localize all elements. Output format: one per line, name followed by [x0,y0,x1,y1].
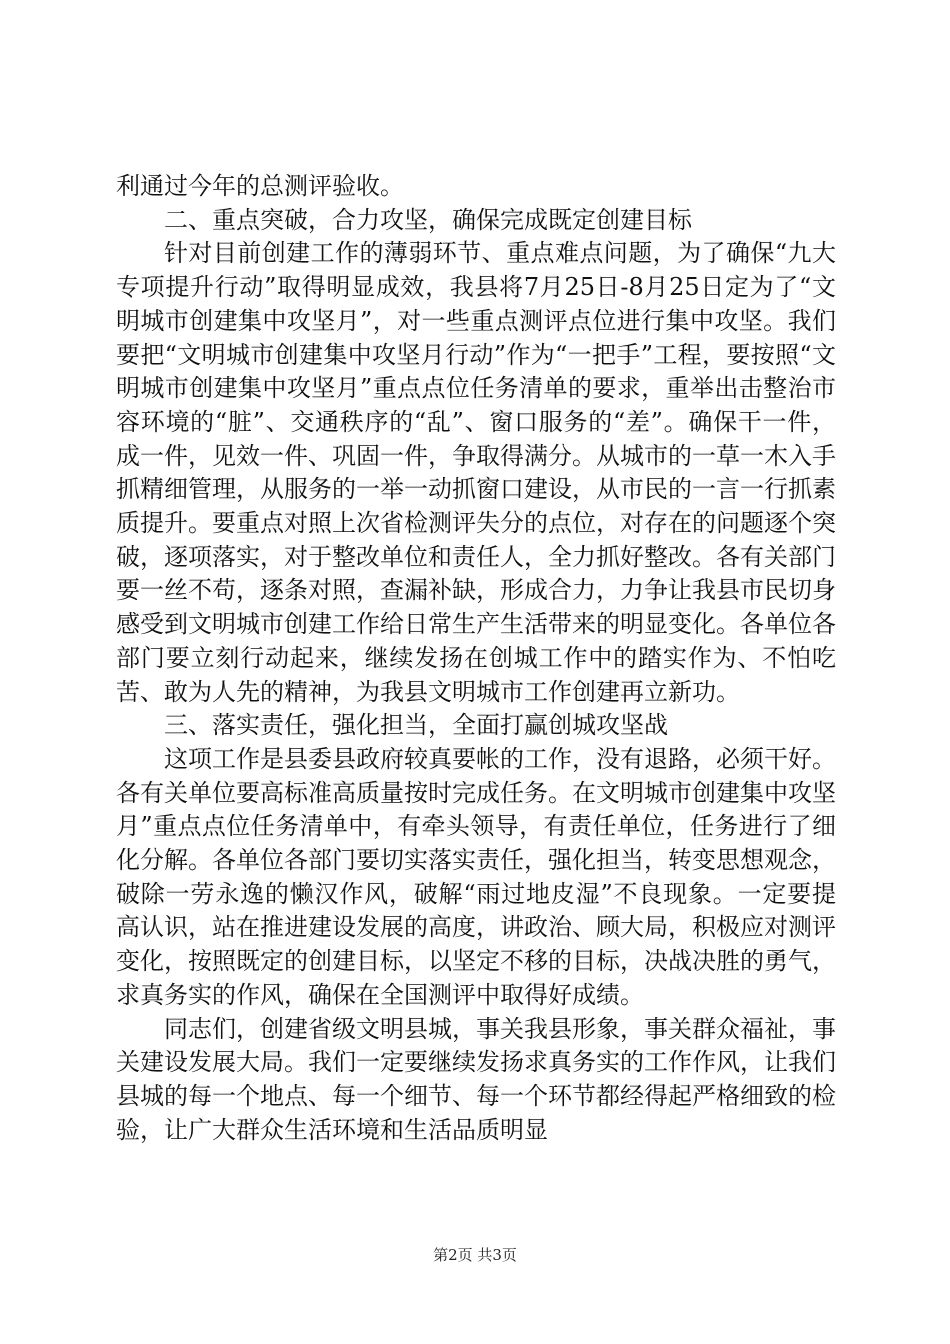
paragraph-continuation: 利通过今年的总测评验收。 [116,172,404,200]
page-number-label: 第2页 共3页 [433,1246,517,1264]
paragraph-body: 针对目前创建工作的薄弱环节、重点难点问题，为了确保“九大专项提升行动”取得明显成效，我县将7月25日-8月25日定为了“文明城市创建集中攻坚月”，对一些重点测评点位进行集中攻坚。我们要把“文明城市创建集中攻坚月行动”作为“一把手”工程，要按照“文明城市创建集中攻坚月”重点点位任务清单的要求，重举出击整治市容环境的“脏”、交通秩序的“乱”、窗口服务的“差”。确保干一件，成一件，见效一件、巩固一件，争取得满分。从城市的一草一木入手抓精细管理，从服务的一举一动抓窗口建设，从市民的一言一行抓素质提升。要重点对照上次省检测评失分的点位，对存在的问题逐个突破，逐项落实，对于整改单位和责任人，全力抓好整改。各有关部门要一丝不苟，逐条对照，查漏补缺，形成合力，力争让我县市民切身感受到文明城市创建工作给日常生产生活带来的明显变化。各单位各部门要立刻行动起来，继续发扬在创城工作中的踏实作为、不怕吃苦、敢为人先的精神，为我县文明城市工作创建再立新功。 [116,239,836,706]
section-heading-3: 三、落实责任，强化担当，全面打赢创城攻坚战 [164,711,668,740]
page-footer [0,1244,950,1265]
paragraph-body: 同志们，创建省级文明县城，事关我县形象，事关群众福祉，事关建设发展大局。我们一定要继续发扬求真务实的工作作风，让我们县城的每一个地点、每一个细节、每一个环节都经得起严格细致的检验，让广大群众生活环境和生活品质明显 [116,1014,836,1144]
document-body [116,170,836,1147]
section-heading-2: 二、重点突破，合力攻坚，确保完成既定创建目标 [164,205,692,234]
paragraph-body: 这项工作是县委县政府较真要帐的工作，没有退路，必须干好。各有关单位要高标准高质量按时完成任务。在文明城市创建集中攻坚月”重点点位任务清单中，有牵头领导，有责任单位，任务进行了细化分解。各单位各部门要切实落实责任，强化担当，转变思想观念，破除一劳永逸的懒汉作风，破解“雨过地皮湿”不良现象。一定要提高认识，站在推进建设发展的高度，讲政治、顾大局，积极应对测评变化，按照既定的创建目标，以坚定不移的目标，决战决胜的勇气，求真务实的作风，确保在全国测评中取得好成绩。 [116,744,836,1009]
